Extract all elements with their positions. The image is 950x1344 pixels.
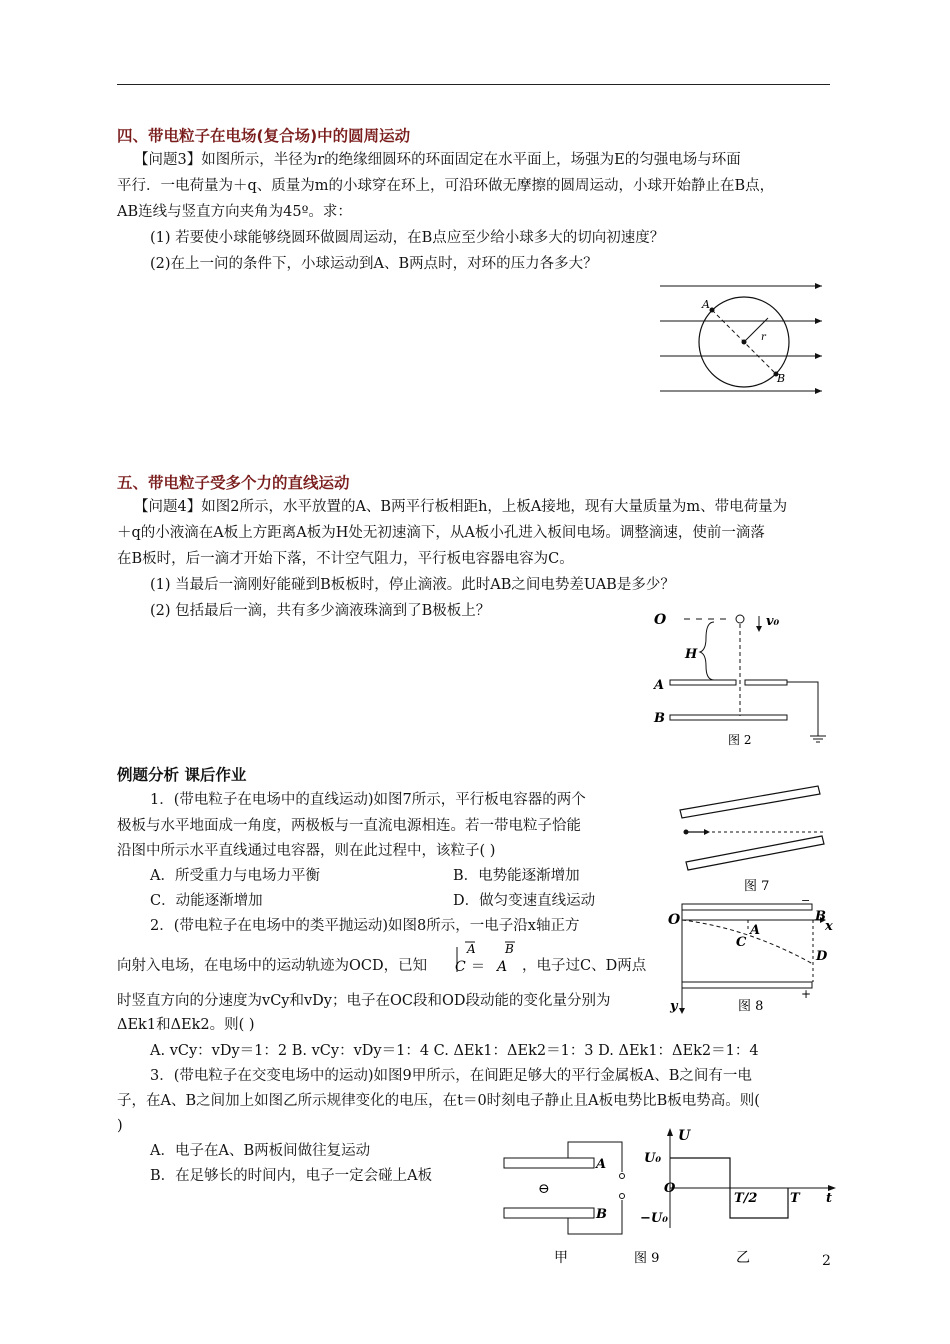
- hw-q2-line-4: ΔEk1和ΔEk2。则( ): [117, 1017, 255, 1033]
- label-d: D: [816, 949, 828, 964]
- sec5-question-2: (2) 包括最后一滴，共有多少滴液珠滴到了B极板上？: [150, 603, 491, 619]
- axis-t: t: [826, 1191, 833, 1206]
- label-a: A: [750, 923, 761, 938]
- sec5-line-1: 【问题4】如图2所示，水平放置的A、B两平行板相距h，上板A接地，现有大量质量为m、带电荷量为: [134, 499, 788, 515]
- sec4-line-2: 平行．一电荷量为＋q、质量为m的小球穿在环上，可沿环做无摩擦的圆周运动，小球开始静止在B点，: [117, 178, 775, 194]
- hw-q2-options: A. vCy：vDy＝1：2 B. vCy：vDy＝1：4 C. ΔEk1：ΔEk2＝1：3 D. ΔEk1：ΔEk2＝1：4: [150, 1043, 759, 1059]
- figure-9-jia-plates: [498, 1138, 638, 1268]
- label-o: O: [668, 912, 681, 928]
- label-u0: U₀: [644, 1151, 662, 1166]
- label-jia: 甲: [554, 1250, 568, 1266]
- hw-q2-line-3: 时竖直方向的分速度为vCy和vDy；电子在OC段和OD段动能的变化量分别为: [117, 993, 611, 1009]
- hw-q3-option-a: A．电子在A、B两板间做往复运动: [150, 1143, 371, 1159]
- hw-q1-line-1: 1．(带电粒子在电场中的直线运动)如图7所示，平行板电容器的两个: [150, 792, 586, 808]
- caption-fig-7: 图 7: [744, 879, 770, 894]
- page-number: 2: [822, 1253, 831, 1269]
- svg-text:B: B: [505, 942, 514, 956]
- sec5-line-3: 在B板时，后一滴才开始下落，不计空气阻力，平行板电容器电容为C。: [117, 551, 574, 567]
- caption-fig-9: 图 9: [634, 1251, 660, 1266]
- figure-2-plates: [652, 608, 832, 748]
- point-a: [710, 308, 715, 313]
- hw-q3-line-3: ): [117, 1118, 123, 1134]
- sec4-line-1: 【问题3】如图所示，半径为r的绝缘细圆环的环面固定在水平面上，场强为E的匀强电场与环面: [134, 152, 741, 168]
- label-h: H: [685, 647, 698, 662]
- label-yi: 乙: [736, 1250, 750, 1266]
- label-a: A: [702, 298, 710, 311]
- minus-sign: −: [801, 894, 811, 907]
- section-5-title: 五、带电粒子受多个力的直线运动: [117, 474, 350, 492]
- figure-8-deflection: [668, 894, 834, 1018]
- hw-q1-line-2: 极板与水平地面成一角度，两极板与一直流电源相连。若一带电粒子恰能: [117, 818, 581, 834]
- sec4-question-2: (2)在上一问的条件下，小球运动到A、B两点时，对环的压力各多大？: [150, 256, 598, 272]
- label-plate-a: A: [654, 678, 665, 693]
- svg-text:C: C: [455, 959, 466, 975]
- hw-q3-option-b: B．在足够长的时间内，电子一定会碰上A板: [150, 1168, 433, 1184]
- label-t-period: T: [790, 1191, 800, 1206]
- figure-ring-in-field: [658, 278, 828, 398]
- sec5-line-2: ＋q的小液滴在A板上方距离A板为H处无初速滴下，从A板小孔进入板间电场。调整滴速，使前一滴落: [117, 525, 765, 541]
- label-v0: v₀: [766, 614, 780, 629]
- label-b: B: [777, 372, 786, 385]
- label-x: x: [825, 919, 833, 934]
- label-c: C: [736, 935, 747, 950]
- hw-q1-option-d: D．做匀变速直线运动: [453, 893, 596, 909]
- hw-q1-option-c: C．动能逐渐增加: [150, 893, 263, 909]
- label-o: O: [654, 612, 667, 628]
- hw-q1-option-a: A．所受重力与电场力平衡: [150, 868, 320, 884]
- field-lines: [660, 286, 822, 391]
- hw-q1-line-3: 沿图中所示水平直线通过电容器，则在此过程中，该粒子( ): [117, 843, 496, 859]
- hw-q3-line-2: 子，在A、B之间加上如图乙所示规律变化的电压，在t＝0时刻电子静止且A板电势比B板电势高。则(: [117, 1093, 760, 1109]
- sec4-line-3: AB连线与竖直方向夹角为45º。求：: [117, 204, 352, 220]
- electron-symbol: ⊖: [538, 1181, 550, 1197]
- label-y: y: [670, 999, 678, 1014]
- svg-text:A: A: [497, 959, 508, 975]
- caption-fig-2: 图 2: [728, 733, 752, 747]
- label-r: r: [761, 332, 766, 343]
- section-4-title: 四、带电粒子在电场(复合场)中的圆周运动: [117, 127, 411, 145]
- sec5-question-1: (1) 当最后一滴刚好能碰到B板板时，停止滴液。此时AB之间电势差UAB是多少？: [150, 577, 675, 593]
- caption-fig-8: 图 8: [738, 999, 764, 1014]
- hw-q2-line-1: 2．(带电粒子在电场中的类平抛运动)如图8所示，一电子沿x轴正方: [150, 918, 580, 934]
- hw-q3-line-1: 3．(带电粒子在交变电场中的运动)如图9甲所示，在间距足够大的平行金属板A、B之间有一电: [150, 1068, 752, 1084]
- sec4-question-1: (1) 若要使小球能够绕圆环做圆周运动，在B点应至少给小球多大的切向初速度？: [150, 230, 665, 246]
- figure-7-tilted-plates: [672, 782, 832, 894]
- hw-q2-line-2a: 向射入电场，在电场中的运动轨迹为OCD，已知: [117, 958, 428, 974]
- plus-sign: +: [801, 987, 812, 1001]
- label-b: B: [815, 909, 826, 924]
- label-b: B: [596, 1207, 607, 1222]
- label-a: A: [596, 1157, 607, 1172]
- homework-title: 例题分析 课后作业: [117, 766, 247, 784]
- label-neg-u0: −U₀: [640, 1211, 668, 1226]
- label-origin: O: [664, 1181, 676, 1196]
- hw-q2-line-2b: ，电子过C、D两点: [522, 958, 647, 974]
- header-rule: [117, 84, 830, 85]
- hw-q1-option-b: B．电势能逐渐增加: [453, 868, 580, 884]
- label-plate-b: B: [654, 711, 665, 726]
- axis-u: U: [678, 1128, 691, 1144]
- figure-9-yi-voltage-graph: [634, 1124, 840, 1266]
- svg-text:＝: ＝: [471, 959, 485, 975]
- svg-text:A: A: [467, 942, 476, 956]
- vector-equation: [455, 938, 515, 978]
- label-t-half: T/2: [734, 1191, 758, 1206]
